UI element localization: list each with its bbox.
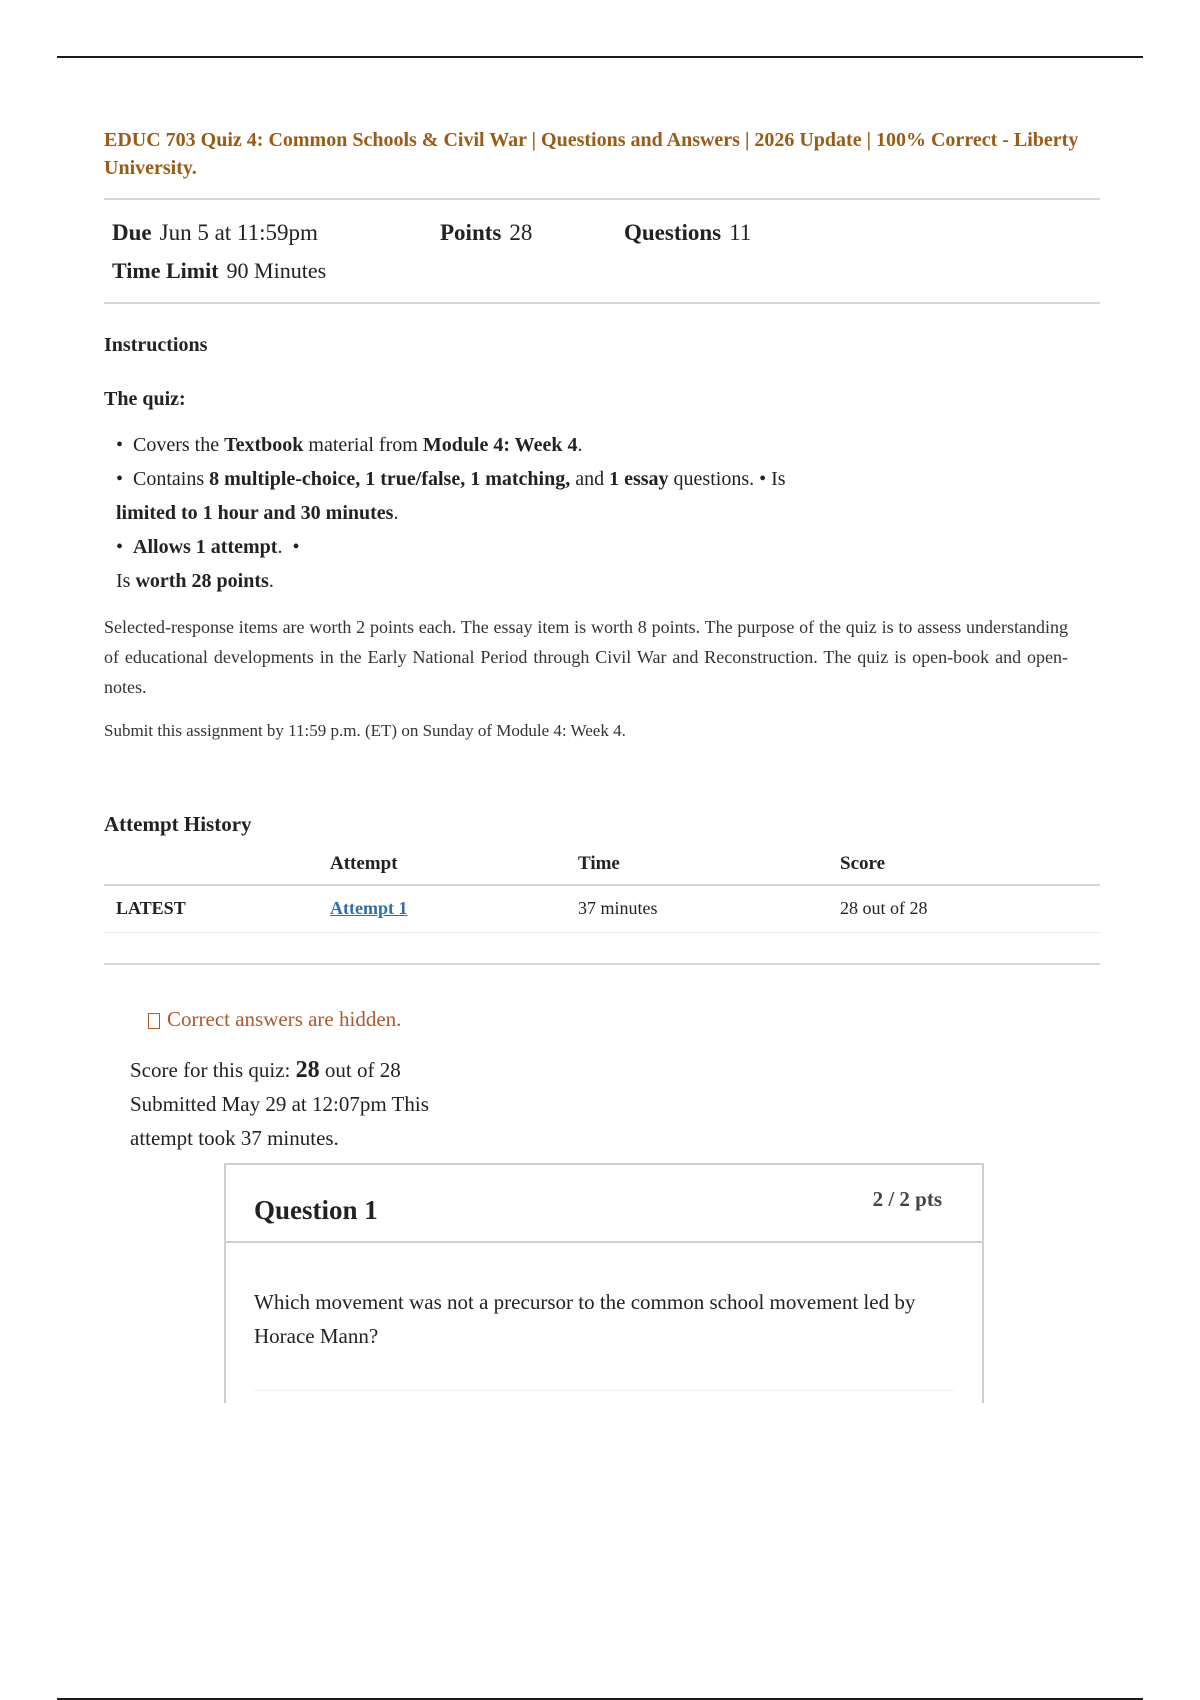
meta-row-1 bbox=[112, 214, 1092, 252]
questions-value: 11 bbox=[729, 220, 752, 245]
score-suffix: out of 28 bbox=[319, 1058, 401, 1082]
questions-count bbox=[624, 214, 751, 252]
table-row bbox=[104, 885, 1100, 933]
bullet-bold: Textbook bbox=[224, 434, 304, 456]
quiz-document bbox=[104, 126, 1100, 1403]
score-value: 28 bbox=[295, 1057, 320, 1083]
bullet-text: . bbox=[268, 570, 274, 592]
attempt-cell bbox=[330, 885, 578, 933]
bullet-text: questions. bbox=[668, 468, 755, 490]
points bbox=[440, 214, 624, 252]
bullet-text: . bbox=[393, 502, 399, 524]
time-limit-value: 90 Minutes bbox=[226, 258, 327, 283]
bullet-line-4 bbox=[116, 530, 1100, 564]
bullet-text: and bbox=[570, 468, 610, 490]
bullet-icon: • bbox=[116, 536, 124, 558]
quiz-meta bbox=[104, 200, 1100, 304]
answers-hidden-note bbox=[148, 1005, 1100, 1033]
column-header-score: Score bbox=[840, 844, 1100, 885]
bullet-bold: 1 essay bbox=[609, 468, 669, 490]
bullet-text: material from bbox=[303, 434, 423, 456]
bullet-text: Is bbox=[116, 570, 136, 592]
attempt-1-link[interactable]: Attempt 1 bbox=[330, 898, 408, 918]
time-limit-label: Time Limit bbox=[112, 258, 219, 283]
bullet-bold: limited to 1 hour and 30 minutes bbox=[116, 502, 394, 524]
meta-row-2 bbox=[112, 252, 1092, 290]
bullet-text: Contains bbox=[133, 468, 210, 490]
bullet-icon: • bbox=[759, 468, 767, 490]
bullet-icon: • bbox=[116, 468, 124, 490]
bullet-bold: Module 4: Week 4 bbox=[422, 434, 578, 456]
quiz-score-summary bbox=[130, 1053, 490, 1155]
question-points: 2 / 2 pts bbox=[872, 1187, 942, 1211]
table-header-row bbox=[104, 844, 1100, 885]
bullet-line-1 bbox=[116, 428, 1100, 462]
instructions-paragraph: Selected-response items are worth 2 points each. The essay item is worth 8 points. The purpose of the quiz is to assess understanding of educational developments in the Early National Period through Civil War and Reconstruction. The quiz is open-book and open-notes. bbox=[104, 617, 1068, 697]
instruction-bullets bbox=[116, 428, 1100, 598]
instructions-heading: Instructions bbox=[104, 334, 208, 356]
info-icon bbox=[148, 1013, 160, 1029]
points-label: Points bbox=[440, 220, 502, 245]
bullet-text: . bbox=[577, 434, 583, 456]
time-limit bbox=[112, 252, 326, 290]
question-text: Which movement was not a precursor to the common school movement led by Horace Mann? bbox=[254, 1290, 916, 1348]
attempt-history-heading: Attempt History bbox=[104, 812, 252, 836]
document-title: EDUC 703 Quiz 4: Common Schools & Civil War | Questions and Answers | 2026 Update | 100% Correct - Liberty University. bbox=[104, 126, 1100, 200]
top-rule bbox=[57, 56, 1143, 58]
question-header bbox=[226, 1165, 982, 1243]
bullet-bold: worth 28 points bbox=[135, 570, 269, 592]
hidden-note-text: Correct answers are hidden. bbox=[167, 1007, 402, 1031]
bullet-text: Covers the bbox=[133, 434, 225, 456]
column-header bbox=[104, 844, 330, 885]
bullet-icon: • bbox=[116, 434, 124, 456]
submitted-text: Submitted May 29 at 12:07pm This attempt took 37 minutes. bbox=[130, 1092, 429, 1150]
score-prefix: Score for this quiz: bbox=[130, 1058, 296, 1082]
questions-label: Questions bbox=[624, 220, 722, 245]
due-label: Due bbox=[112, 220, 152, 245]
time-cell: 37 minutes bbox=[578, 885, 840, 933]
due-value: Jun 5 at 11:59pm bbox=[159, 220, 318, 245]
bullet-text: . bbox=[277, 536, 283, 558]
section-divider bbox=[104, 963, 1100, 965]
bullet-line-5 bbox=[116, 564, 1100, 598]
bullet-line-3 bbox=[116, 496, 1100, 530]
question-card bbox=[224, 1163, 984, 1403]
question-title: Question 1 bbox=[254, 1195, 378, 1225]
latest-label: LATEST bbox=[104, 885, 330, 933]
bullet-bold: 8 multiple-choice, 1 true/false, 1 matching, bbox=[209, 468, 571, 490]
score-cell: 28 out of 28 bbox=[840, 885, 1100, 933]
submit-note: Submit this assignment by 11:59 p.m. (ET) on Sunday of Module 4: Week 4. bbox=[104, 721, 626, 740]
points-value: 28 bbox=[509, 220, 533, 245]
attempt-history-table bbox=[104, 844, 1100, 933]
column-header-attempt: Attempt bbox=[330, 844, 578, 885]
bullet-icon: • bbox=[292, 536, 300, 558]
column-header-time: Time bbox=[578, 844, 840, 885]
question-separator bbox=[254, 1390, 954, 1391]
quiz-label: The quiz: bbox=[104, 388, 186, 410]
bullet-bold: Allows 1 attempt bbox=[133, 536, 278, 558]
bullet-line-2 bbox=[116, 462, 1100, 496]
due-date bbox=[112, 214, 440, 252]
bullet-text: Is bbox=[766, 468, 786, 490]
